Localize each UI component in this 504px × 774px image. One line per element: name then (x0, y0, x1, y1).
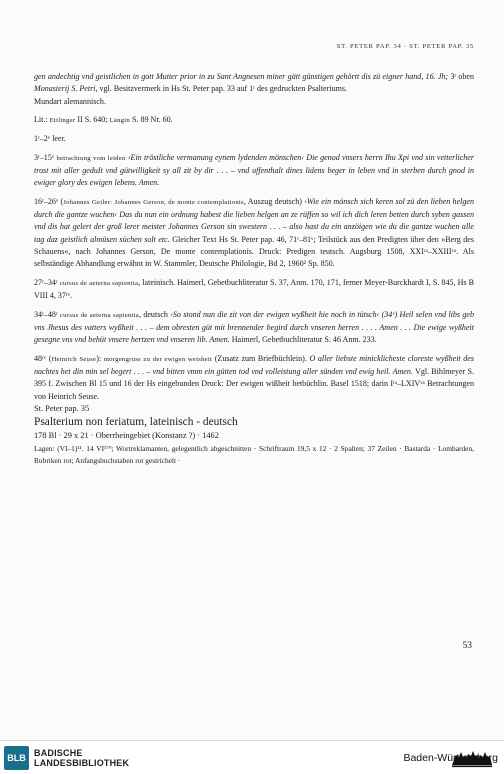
entry-references: Vgl. Bihlmeyer S. 395 f. Zwischen Bl 15 und 16 der Hs eingebunden Druck: Der ewigen wißheit betbüchlin. Basel 1518; darin Iʳᵃ–LXIVᵛᵃ Betrachtungen von Heinrich Seuse. (34, 366, 474, 401)
entry-cursus-german (34, 309, 474, 347)
entry-betrachtung (34, 152, 474, 190)
entry-references: , lateinisch. Haimerl, Gebetbuchliteratur S. 37, Anm. 170, 171, ferner Meyer-Burckhardt I, S. 845, Hs B VIII 4, 37ʳᵛ. (34, 277, 474, 301)
literature-author-2: Längin (109, 117, 130, 125)
entry-cursus-latin (34, 277, 474, 303)
literature-prefix: Lit.: (34, 115, 50, 125)
entry-incipit: O aller liebste minicklicheste cloreste wyßheit des nachtes het din min sel begert . . . – vnd bitten vmm ein gütten tod vnd volleistung aller sünden vnd ewig heil. Amen. (34, 353, 474, 376)
entry-separator: ): (96, 353, 104, 363)
running-head: ST. PETER PAP. 34 · ST. PETER PAP. 35 (336, 43, 474, 50)
blb-name[interactable] (34, 748, 129, 768)
entry-note: , Auszug deutsch) (243, 196, 305, 206)
entry-author: Heinrich Seuse (51, 355, 97, 363)
manuscript-signature: St. Peter pap. 35 (34, 403, 90, 413)
entry-references: Haimerl, Gebetbuchliteratur S. 46 Anm. 233. (229, 335, 377, 345)
dialect-note: Mundart alemannisch. (34, 96, 106, 106)
entry-folio: 34ʳ–48ʳ (34, 309, 60, 319)
text-column (34, 71, 474, 467)
literature-line (34, 114, 474, 127)
literature-mid: II S. 640; (75, 115, 110, 125)
entry-folio: 48ʳᵛ ( (34, 353, 52, 363)
ownership-note-reference: , vgl. Besitzvermerk in Hs St. Peter pap. 33 auf 1ʳ des gedruckten Psalteriums. (95, 84, 348, 94)
blank-leaves: 1ʳ–2ᵛ leer. (34, 134, 66, 144)
entry-title: morgengruss zu der ewigen weisheit (103, 355, 213, 363)
entry-title: cursus de aeterna sapientia (59, 311, 140, 319)
entry-seuse (34, 353, 474, 403)
entry-incipit: ›Wie ein mönsch sich keren sol zü den lieben helgen durch die gantze wuchen‹ Das du nun ein ordnung habest die lieben helgen an ze rüffen so wil ich dich leren betten durch syben gassen vnd dis hat gelert der groß lerer meister Johannes Gerson sin swestern . . . – also hast du ein anzöigen wie du die gantze wuchen alle tag daz geistlich almüsen süchen solt etc. (34, 196, 474, 244)
entry-note: (Zusatz zum Briefbüchlein). (212, 353, 310, 363)
entry-folio: 16ʳ–26ᵛ ( (34, 196, 64, 206)
entry-title: Johannes Geiler: Johannes Gerson, de monte contemplationis (63, 198, 244, 206)
viewer-footer (0, 740, 504, 774)
manuscript-title: Psalterium non feriatum, lateinisch - deutsch (34, 416, 238, 429)
literature-author-1: Ettlinger (49, 117, 76, 125)
manuscript-meta: 178 Bl · 29 x 21 · Oberrheingebiet (Konstanz ?) · 1462 (34, 431, 219, 441)
entry-note: , deutsch (139, 309, 171, 319)
ownership-note (34, 71, 474, 96)
entry-title: cursus de aeterna sapientia (59, 279, 139, 287)
entry-references: Gleicher Text Hs St. Peter pap. 46, 71ʳ–81ᵛ; Teilstück aus den Predigten über den »Berg des Schauens«, nach Johannes Gerson, De monte contemplationis. Druck: Predigen teutsch. Augsburg 1508, XXIʳᵃ–XXIIIᵛᵃ. Als selbständige Abhandlung erwähnt in W. Stammler, Deutsche Philologie, Bd 2, 1960² Sp. 850. (34, 234, 474, 269)
literature-end: S. 89 Nr. 60. (129, 115, 173, 125)
entry-geiler (34, 196, 474, 271)
blb-name-line1: BADISCHE (34, 748, 83, 758)
entry-incipit: ›Ein tröstliche vermanung eynem lydenden mönschen‹ Die genod vnsers herrn Ihu Xpi vnd sin vetterlicher trost mit aller geduIt vnd gütwilligkeit sy all zit by dir . . . – vnd uffenthalt dines lidens beger in leben vnd in sterben durch gnod in ewiger glory des ewigen lebens. Amen. (34, 152, 474, 188)
entry-folio: 27ʳ–34ʳ (34, 277, 60, 287)
ownership-note-monastery: Monasterij S. Petri (34, 84, 96, 94)
manuscript-lagen: Lagen: (VI–1)¹¹. 14 VI¹⁷⁹; Wortreklamanten, gelegentlich abgeschnitten · Schriftraum 19,5 x 12 · 2 Spalten; 37 Zeilen · Bastarda · Lombarden, Rubriken rot; Anfangsbuchstaben rot gestrichelt · (34, 443, 474, 465)
page-number: 53 (462, 641, 472, 651)
entry-incipit: ›So stond nun die zit von der ewigen wyßheit hie noch in tütsch‹ (34ᵛ) Heil selen vnd libs geb vns Jhesus des vatters wyßheit . . . – dem obresten güt mit brennender begird durch vnseren herren . . . . Amen . . . Die ewige wyßheit gesegne vns vnd behüt vnsere hertzen vnd vnseren lib. Amen. (34, 309, 474, 345)
blb-logo[interactable]: BLB (4, 746, 29, 770)
ownership-note-text: 3ʳ oben (448, 72, 474, 81)
entry-title: betrachtung vom leiden (56, 154, 126, 162)
bw-text: Baden-Württemberg (403, 752, 498, 764)
blb-name-line2: LANDESBIBLIOTHEK (34, 758, 130, 768)
ownership-note-italic: gen andechtig vnd geistlichen in gott Mutter prior in zu Sant Angnesen miner gätt günstigen gehörtt dis zü eigner (34, 72, 403, 81)
ownership-note-date: hand, 16. Jh; (405, 72, 449, 81)
entry-folio: 3ʳ–15ᵛ (34, 152, 57, 162)
